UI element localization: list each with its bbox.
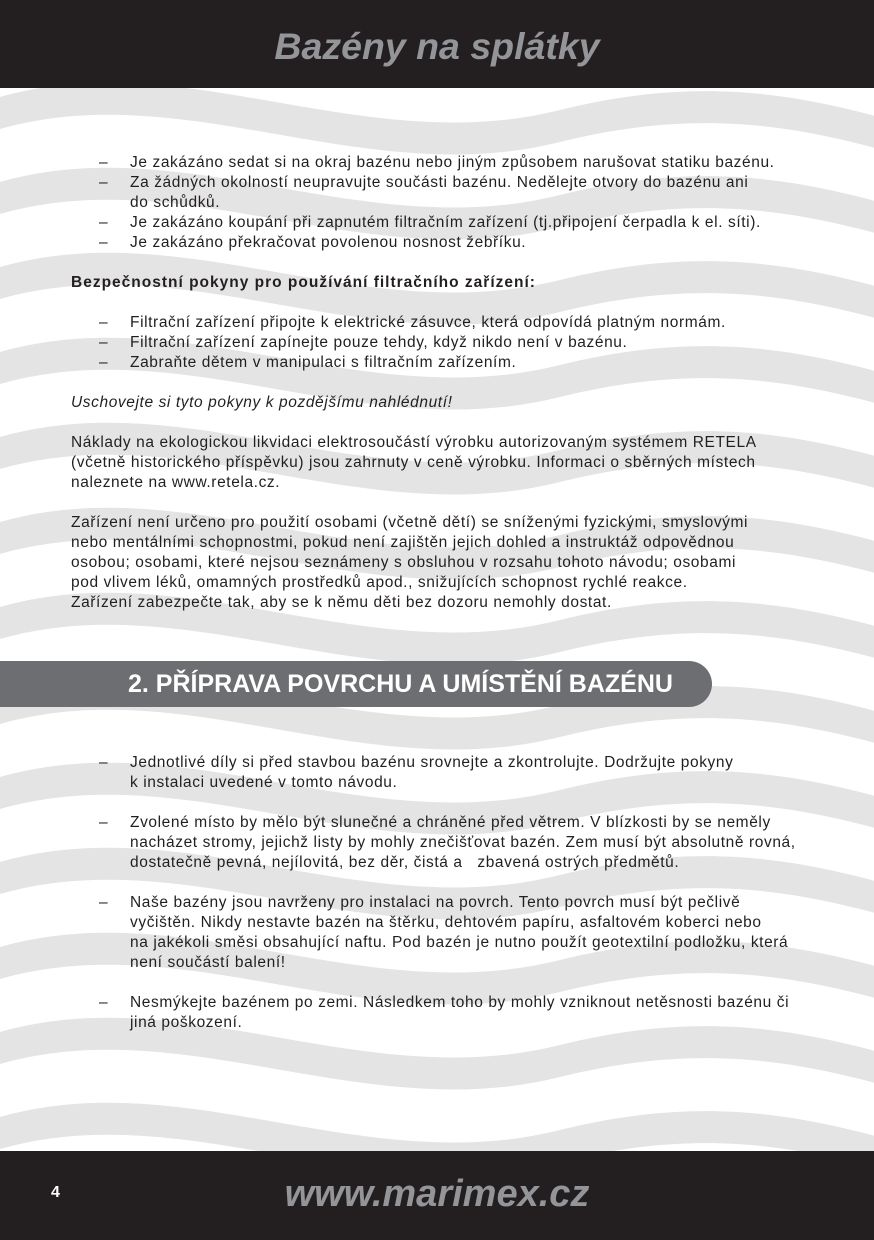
text-line: Je zakázáno překračovat povolenou nosnost žebříku. <box>130 234 527 251</box>
bullet-dash: – <box>99 894 108 911</box>
text-line: Zařízení není určeno pro použití osobami (včetně dětí) se sníženými fyzickými, smyslovými <box>71 514 749 531</box>
filter-safety-list <box>0 313 874 373</box>
list-item <box>0 893 874 973</box>
section-subheading: Bezpečnostní pokyny pro používání filtračního zařízení: <box>71 274 536 291</box>
text-line: Zabraňte dětem v manipulaci s filtračním zařízením. <box>130 354 517 371</box>
text-line: Za žádných okolností neupravujte součásti bazénu. Nedělejte otvory do bazénu ani <box>130 174 749 191</box>
text-line: naleznete na www.retela.cz. <box>71 474 281 491</box>
text-line: na jakékoli směsi obsahující naftu. Pod bazén je nutno použít geotextilní podložku, která <box>130 934 789 951</box>
text-line: Filtrační zařízení připojte k elektrické zásuvce, která odpovídá platným normám. <box>130 314 726 331</box>
section-heading-bar <box>0 661 712 707</box>
page-title: Bazény na splátky <box>274 25 600 67</box>
bullet-dash: – <box>99 334 108 351</box>
section-title: 2. PŘÍPRAVA POVRCHU A UMÍSTĚNÍ BAZÉNU <box>128 670 673 698</box>
text-line: dostatečně pevná, nejílovitá, bez děr, čistá a zbavená ostrých předmětů. <box>130 854 680 871</box>
text-line: (včetně historického příspěvku) jsou zahrnuty v ceně výrobku. Informaci o sběrných místech <box>71 454 756 471</box>
page-number: 4 <box>51 1184 60 1201</box>
text-line: Náklady na ekologickou likvidaci elektrosoučástí výrobku autorizovaným systémem RETELA <box>71 434 757 451</box>
filter-safety-heading <box>71 273 861 293</box>
list-item <box>0 353 874 373</box>
bullet-dash: – <box>99 754 108 771</box>
bullet-dash: – <box>99 174 108 191</box>
bullet-dash: – <box>99 814 108 831</box>
text-line: Zvolené místo by mělo být slunečné a chráněné před větrem. V blízkosti by se neměly <box>130 814 771 831</box>
bullet-dash: – <box>99 314 108 331</box>
list-item <box>0 213 874 233</box>
text-line: jiná poškození. <box>130 1014 243 1031</box>
list-item <box>0 753 874 793</box>
text-line: vyčištěn. Nikdy nestavte bazén na štěrku, dehtovém papíru, asfaltovém koberci nebo <box>130 914 762 931</box>
text-line: pod vlivem léků, omamných prostředků apod., snižujících schopnost rychlé reakce. <box>71 574 688 591</box>
text-line: Naše bazény jsou navrženy pro instalaci na povrch. Tento povrch musí být pečlivě <box>130 894 741 911</box>
usage-warning-paragraph <box>71 513 861 613</box>
bullet-dash: – <box>99 214 108 231</box>
text-line: Jednotlivé díly si před stavbou bazénu srovnejte a zkontrolujte. Dodržujte pokyny <box>130 754 734 771</box>
list-item <box>0 233 874 253</box>
text-line: Je zakázáno koupání při zapnutém filtračním zařízení (tj.připojení čerpadla k el. síti). <box>130 214 761 231</box>
list-item <box>0 153 874 173</box>
text-line: osobou; osobami, které nejsou seznámeny s obsluhou v rozsahu tohoto návodu; osobami <box>71 554 737 571</box>
bullet-dash: – <box>99 154 108 171</box>
text-line: nacházet stromy, jejichž listy by mohly znečišťovat bazén. Zem musí být absolutně rovná, <box>130 834 796 851</box>
website-url: www.marimex.cz <box>284 1173 590 1215</box>
bullet-dash: – <box>99 354 108 371</box>
section-2-list <box>0 753 874 1053</box>
text-line: Filtrační zařízení zapínejte pouze tehdy, když nikdo není v bazénu. <box>130 334 628 351</box>
text-line: do schůdků. <box>130 194 221 211</box>
text-line: Nesmýkejte bazénem po zemi. Následkem toho by mohly vzniknout netěsnosti bazénu či <box>130 994 790 1011</box>
rules-list <box>0 153 874 253</box>
page-header <box>0 0 874 88</box>
bullet-dash: – <box>99 234 108 251</box>
notice-text: Uschovejte si tyto pokyny k pozdějšímu nahlédnutí! <box>71 394 453 411</box>
text-line: k instalaci uvedené v tomto návodu. <box>130 774 398 791</box>
list-item <box>0 993 874 1033</box>
text-line: není součástí balení! <box>130 954 286 971</box>
list-item <box>0 333 874 353</box>
page-footer <box>0 1151 874 1240</box>
text-line: Je zakázáno sedat si na okraj bazénu nebo jiným způsobem narušovat statiku bazénu. <box>130 154 775 171</box>
wave-band <box>0 83 874 155</box>
keep-notice <box>71 393 861 413</box>
disposal-paragraph <box>71 433 861 493</box>
list-item <box>0 173 874 213</box>
bullet-dash: – <box>99 994 108 1011</box>
list-item <box>0 313 874 333</box>
list-item <box>0 813 874 873</box>
text-line: nebo mentálními schopnostmi, pokud není zajištěn jejich dohled a instruktáž odpovědnou <box>71 534 735 551</box>
text-line: Zařízení zabezpečte tak, aby se k němu děti bez dozoru nemohly dostat. <box>71 594 612 611</box>
